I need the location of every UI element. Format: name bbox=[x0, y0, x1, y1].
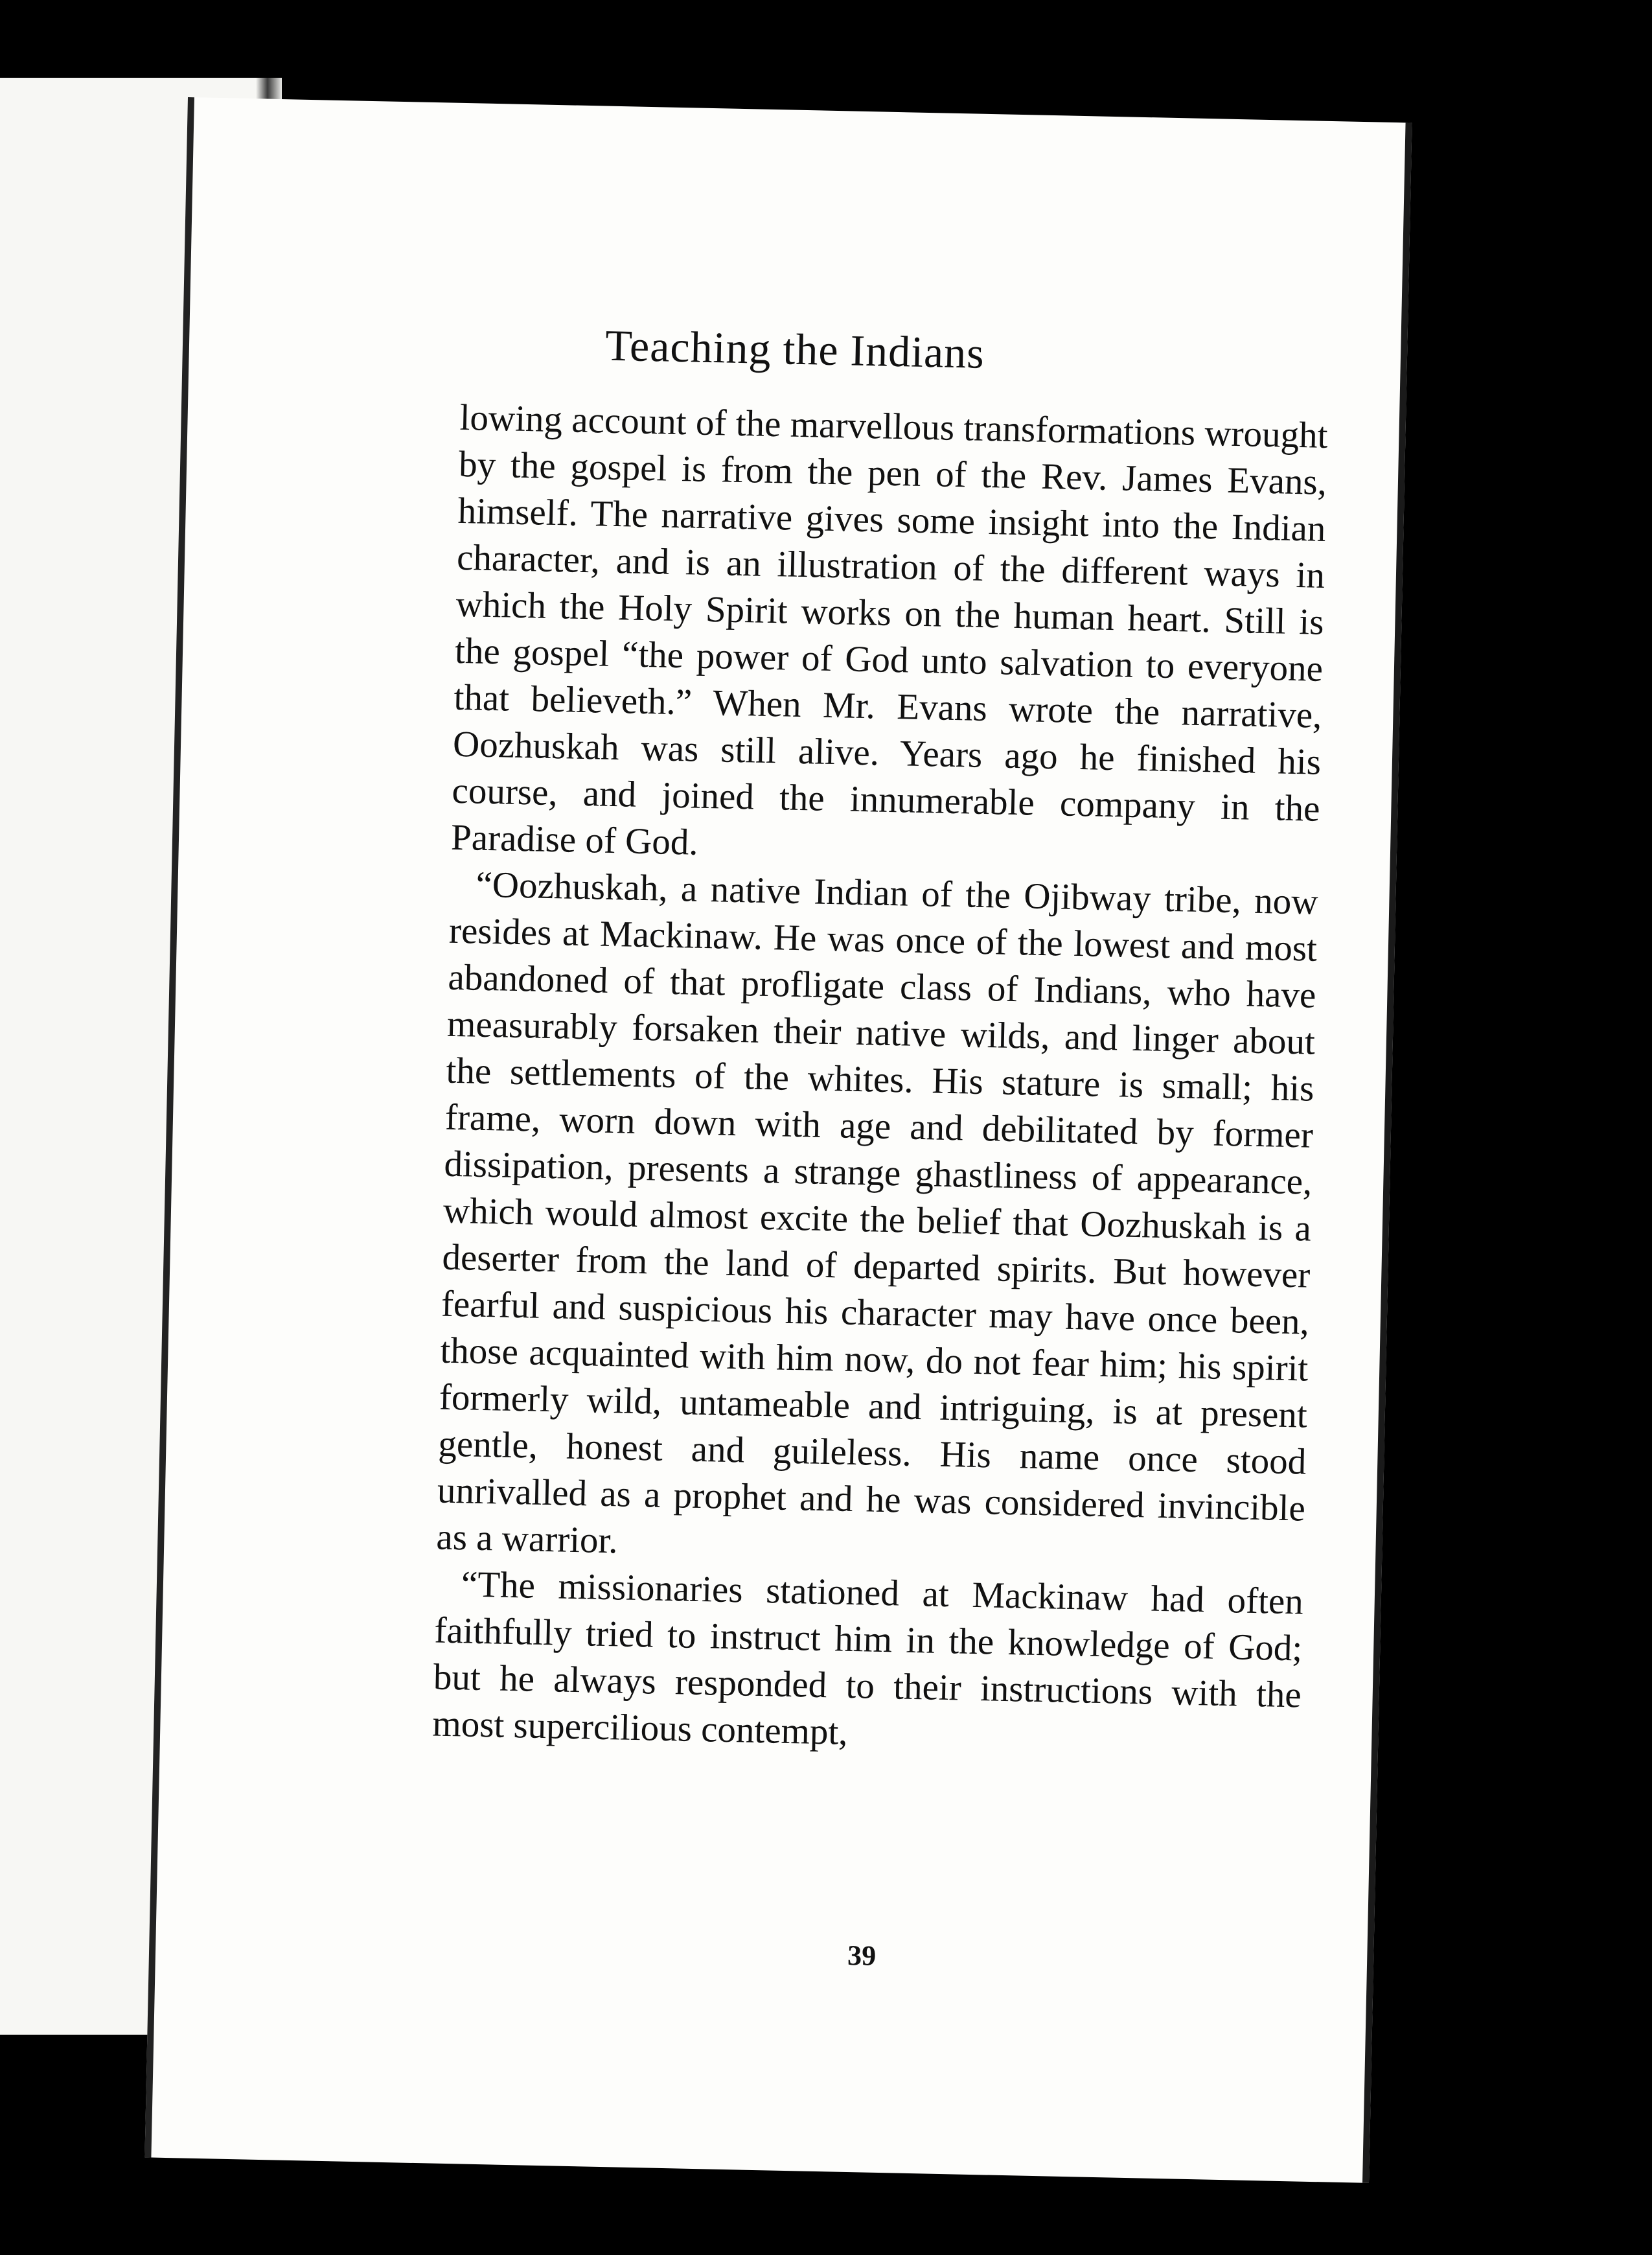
page-edge bbox=[1362, 122, 1412, 2183]
right-page bbox=[144, 97, 1412, 2183]
paragraph: “The missionaries stationed at Mackinaw had often faithfully tried to instruct him in the knowledge of God; but he always responded to their instructions with the most supercilious contempt, bbox=[431, 1564, 1304, 1753]
page-number: 39 bbox=[847, 1939, 877, 1972]
body-text bbox=[432, 395, 1328, 1766]
running-head: Teaching the Indians bbox=[604, 320, 985, 378]
paragraph: “Oozhuskah, a native Indian of the Ojibway tribe, now resides at Mackinaw. He was once of the lowest and most abandoned of that profligate class of Indians, who have measurably forsaken their native wilds, and linger about the settlements of the whites. His stature is small; his frame, worn down with age and debilitated by former dissipation, presents a strange ghastliness of appearance, which would almost excite the belief that Oozhuskah is a deserter from the land of departed spirits. But however fearful and suspicious his character may have once been, those acquainted with him now, do not fear him; his spirit formerly wild, untameable and intriguing, is at present gentle, honest and guileless. His name once stood unrivalled as a prophet and he was considered invincible as a warrior. bbox=[435, 864, 1319, 1562]
paragraph: lowing account of the marvellous transformations wrought by the gospel is from the pen of the Rev. James Evans, himself. The narrative gives some insight into the Indian character, and is an illustration of the different ways in which the Holy Spirit works on the human heart. Still is the gospel “the power of God unto salvation to everyone that believeth.” When Mr. Evans wrote the narrative, Oozhuskah was still alive. Years ago he finished his course, and joined the innumerable company in the Paradise of God. bbox=[450, 397, 1329, 863]
